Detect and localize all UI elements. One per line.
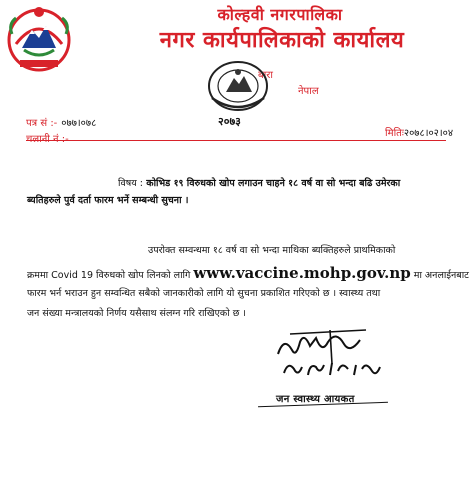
office-name: नगर कार्यपालिकाको कार्यालय <box>159 28 405 53</box>
body-line-3: फारम भर्न भराउन हुन सम्वन्धित सबैको जानकारीको लागि यो सुचना प्रकाशित गरिएको छ । स्वास्थ्य तथा <box>27 288 381 299</box>
body-line-2-post: मा अनलाईनबाट <box>413 270 469 281</box>
date-label: मितिः <box>385 128 404 139</box>
subject-label: विषय : <box>118 178 143 189</box>
patra-value: ०७७।०७८ <box>61 118 97 129</box>
address-country: नेपाल <box>298 86 319 97</box>
patra-number-row <box>26 115 96 129</box>
subject-text-1: कोभिड १९ विरुधको खोप लगाउन चाहने १८ वर्ष वा सो भन्दा बढि उमेरका <box>146 178 401 189</box>
date-row <box>385 125 453 139</box>
subject-line-1 <box>118 175 448 193</box>
signatory-title: जन स्वास्थ्य आयकत <box>276 394 355 405</box>
body-line-4: जन संख्या मन्त्रालयको निर्णय यसैसाथ संलग्न गरि राखिएको छ । <box>27 308 246 319</box>
body-line-2-pre: क्रममा Covid 19 विरुधको खोप लिनको लागि <box>27 270 191 281</box>
date-value: २०७८।०२।०४ <box>403 128 454 139</box>
body-line-2 <box>27 264 469 282</box>
nepal-emblem-icon <box>6 4 72 72</box>
handwritten-date <box>280 357 390 381</box>
patra-label: पत्र सं :- <box>26 118 58 129</box>
body-line-1: उपरोक्त सम्वन्धमा १८ वर्ष वा सो भन्दा माथिका ब्यक्तिहरुले प्राथमिकाको <box>148 245 396 256</box>
address-district: बारा <box>258 70 273 81</box>
subject-text-2: ब्यतिहरुले पुर्व दर्ता फारम भर्ने सम्बन्धी सुचना । <box>27 195 189 206</box>
chalani-number-row <box>26 131 73 145</box>
header-divider <box>26 140 446 141</box>
municipality-name: कोल्हवी नगरपालिका <box>217 5 343 24</box>
office-stamp-icon <box>206 58 270 114</box>
vaccine-website-url: www.vaccine.mohp.gov.np <box>193 264 411 282</box>
stamp-year: २०७३ <box>218 115 241 128</box>
